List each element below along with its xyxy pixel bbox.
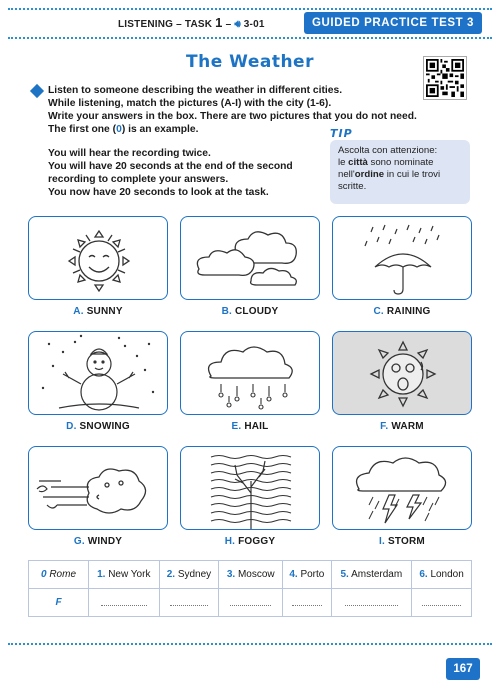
umbrella-rain-icon <box>333 217 472 300</box>
picture-h[interactable]: H. FOGGY <box>180 446 320 547</box>
picture-b[interactable]: B. CLOUDY <box>180 216 320 317</box>
picture-g[interactable]: G. WINDY <box>28 446 168 547</box>
top-dotted-rule <box>8 8 492 10</box>
header-dotted-rule <box>8 37 492 39</box>
answer-table <box>28 560 472 617</box>
track-number: 3-01 <box>243 19 265 30</box>
city-cell: 1. New York <box>89 561 160 589</box>
page-number: 167 <box>446 658 480 680</box>
city-row <box>29 561 472 589</box>
page-header <box>0 12 500 34</box>
picture-a[interactable]: A. SUNNY <box>28 216 168 317</box>
instructions: Listen to someone describing the weather in different cities. While listening, match the pictures (A-I) with the city (1-6). Write your answers in the box. There are two pictures that you do not need. The first one (0) is an example. You will hear the recording twice. You will have 20 seconds at the end of the second recording to complete your answers. You now have 20 seconds to look at the task. <box>48 85 417 198</box>
city-cell: 6. London <box>412 561 472 589</box>
snowman-icon <box>29 332 168 415</box>
example-answer: F <box>29 589 89 617</box>
storm-cloud-icon <box>333 447 472 530</box>
sun-icon <box>29 217 168 300</box>
test-badge: GUIDED PRACTICE TEST 3 <box>304 12 482 34</box>
bullet-diamond-icon <box>30 84 44 98</box>
answer-field-4[interactable] <box>283 589 331 617</box>
wind-cloud-icon <box>29 447 168 530</box>
city-cell: 2. Sydney <box>159 561 219 589</box>
fog-tree-icon <box>181 447 320 530</box>
tip-box: Ascolta con attenzione: le città sono nominate nell'ordine in cui le trovi scritte. <box>330 140 470 204</box>
page-title: The Weather <box>186 52 314 72</box>
example-cell: 0 Rome <box>29 561 89 589</box>
answer-row <box>29 589 472 617</box>
city-cell: 5. Amsterdam <box>331 561 412 589</box>
task-label: LISTENING – TASK 1 – 🔊︎ 3-01 <box>118 15 265 30</box>
answer-field-5[interactable] <box>331 589 412 617</box>
answer-field-6[interactable] <box>412 589 472 617</box>
answer-field-2[interactable] <box>159 589 219 617</box>
city-cell: 4. Porto <box>283 561 331 589</box>
hot-sun-icon <box>333 332 472 415</box>
picture-f[interactable]: F. WARM <box>332 331 472 432</box>
picture-c[interactable]: C. RAINING <box>332 216 472 317</box>
answer-field-3[interactable] <box>219 589 283 617</box>
answer-field-1[interactable] <box>89 589 160 617</box>
clouds-icon <box>181 217 320 300</box>
city-cell: 3. Moscow <box>219 561 283 589</box>
picture-e[interactable]: E. HAIL <box>180 331 320 432</box>
picture-d[interactable]: D. SNOWING <box>28 331 168 432</box>
bottom-dotted-rule <box>8 643 492 645</box>
hail-cloud-icon <box>181 332 320 415</box>
tip-label: TIP <box>330 127 353 140</box>
picture-i[interactable]: I. STORM <box>332 446 472 547</box>
speaker-icon: 🔊︎ <box>234 19 241 30</box>
